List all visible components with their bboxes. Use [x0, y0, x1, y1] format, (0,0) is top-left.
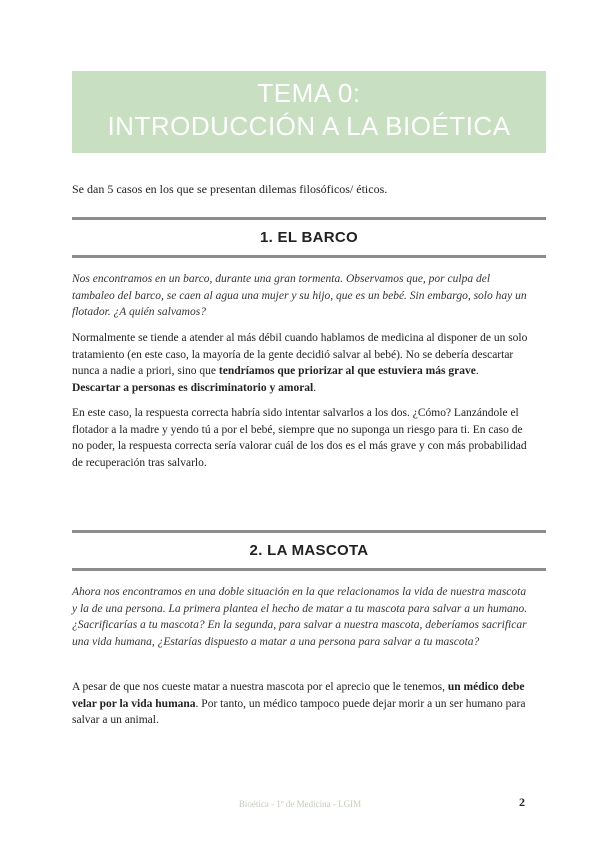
- title-line-2: INTRODUCCIÓN A LA BIOÉTICA: [107, 111, 511, 141]
- section-1-heading: [72, 217, 546, 258]
- s1-p1-text-c: .: [313, 381, 317, 394]
- section-1-title: 1. EL BARCO: [259, 229, 359, 246]
- s2-p1-bold: un médico debe velar por la vida humana: [72, 681, 525, 710]
- section-2-heading: [72, 530, 546, 571]
- s2-p1-text-b: . Por tanto, un médico tampoco puede dejar morir a un ser humano para salvar a un animal.: [72, 697, 526, 726]
- section-2-case: Ahora nos encontramos en una doble situación en la que relacionamos la vida de nuestra mascota y la de una persona. La primera plantea el hecho de matar a tu mascota para salvar a un humano. ¿Sacrificarías a tu mascota? En la segunda, para salvar a nuestra mascota, deberíamos sacrificar una vida humana, ¿Estarías dispuesto a matar a una persona para salvar a tu mascota?: [72, 586, 528, 648]
- s1-p1-text-b: .: [475, 365, 479, 377]
- section-2-paragraph-1: [72, 679, 528, 729]
- s1-p1-text-a: Normalmente se tiende a atender al más débil cuando hablamos de medicina al disponer de un solo tratamiento (en este caso, la mayoría de la gente decidió salvar al bebé). No se debería descartar nunca a nadie a priori, sino que: [72, 332, 528, 377]
- s1-p1-bold-b: Descartar a personas es discriminatorio y amoral: [72, 381, 314, 394]
- title-banner: [72, 71, 546, 153]
- page-footer: Bioética - 1º de Medicina - LGIM: [238, 799, 362, 809]
- page-number: 2: [519, 795, 525, 809]
- section-1-paragraph-1: [72, 330, 528, 396]
- section-1-paragraph-2: En este caso, la respuesta correcta habría sido intentar salvarlos a los dos. ¿Cómo? Lanzándole el flotador a la madre y yendo tú a por el bebé, siempre que no suponga un riesgo para ti. En caso de no poder, la respuesta correcta sería valorar cuál de los dos es el más grave y con más probabilidad de recuperación tras salvarlo.: [72, 407, 527, 469]
- s2-p1-text-a: A pesar de que nos cueste matar a nuestra mascota por el aprecio que le tenemos,: [72, 681, 448, 693]
- title-line-1: TEMA 0:: [257, 78, 361, 108]
- section-1-case: Nos encontramos en un barco, durante una gran tormenta. Observamos que, por culpa del tambaleo del barco, se caen al agua una mujer y su hijo, que es un bebé. Sin embargo, solo hay un flotador. ¿A quién salvamos?: [72, 273, 527, 318]
- s1-p1-bold-a: tendríamos que priorizar al que estuviera más grave: [218, 365, 476, 377]
- section-2-title: 2. LA MASCOTA: [249, 542, 369, 559]
- intro-text: Se dan 5 casos en los que se presentan dilemas filosóficos/ éticos.: [72, 182, 388, 196]
